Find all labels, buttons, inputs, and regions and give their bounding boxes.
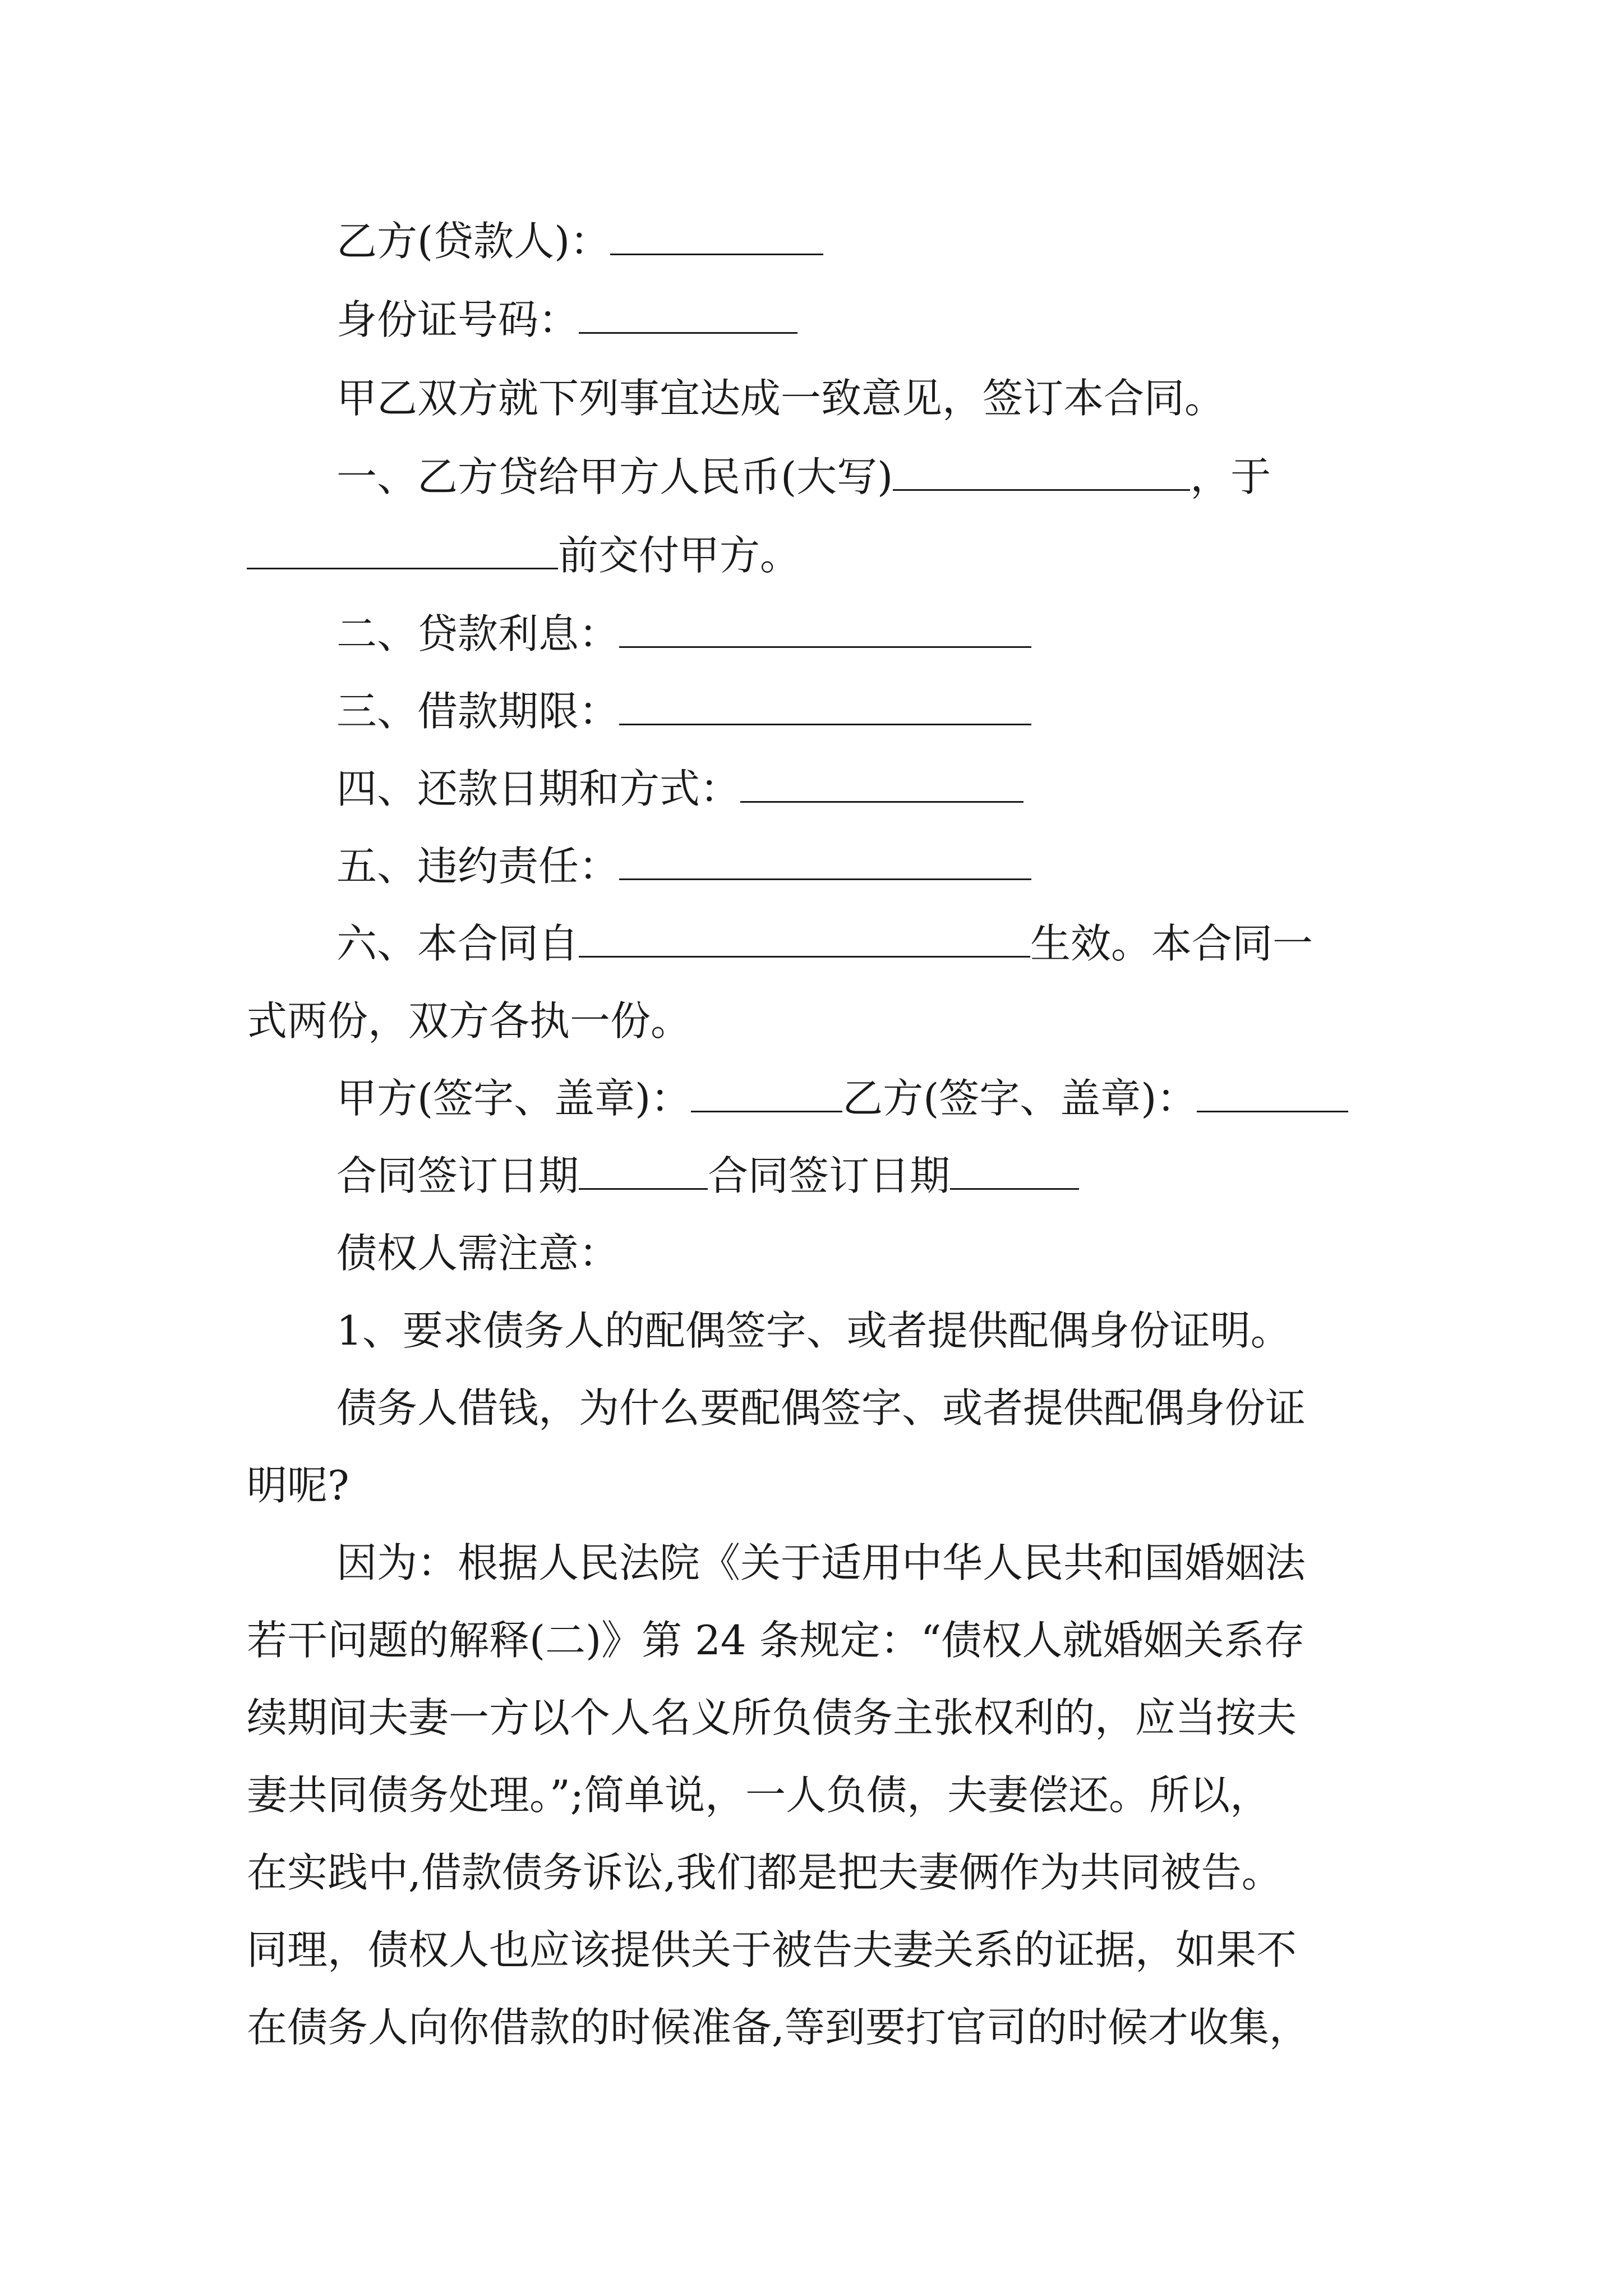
clause-6-text: 六、本合同自 [336, 920, 579, 967]
interest-blank [619, 613, 1031, 648]
clause-1-cont-text: 前交付甲方。 [558, 532, 801, 579]
agreement-intro: 甲乙双方就下列事宜达成一致意见，签订本合同。 [336, 375, 1225, 422]
clause-6-tail: 生效。本合同一 [1030, 920, 1313, 967]
clause-3-line [336, 683, 1031, 739]
paragraph-line: 续期间夫妻一方以个人名义所负债务主张权利的，应当按夫 [247, 1694, 1297, 1741]
paragraph-line: 在实践中,借款债务诉讼,我们都是把夫妻俩作为共同被告。 [247, 1849, 1282, 1896]
lender-label: 乙方(贷款人)： [336, 218, 611, 265]
sign-date-blank-b [950, 1154, 1079, 1190]
signature-line [336, 1070, 1348, 1126]
effective-date-blank [579, 922, 1030, 958]
clause-1-cont [247, 527, 800, 583]
sign-date-line [336, 1148, 1079, 1204]
creditor-notice-heading: 债权人需注意： [336, 1230, 620, 1277]
clause-6-line [336, 915, 1313, 972]
sign-date-blank-a [579, 1154, 708, 1190]
paragraph-line: 在债务人向你借款的时候准备,等到要打官司的时候才收集， [247, 2004, 1310, 2051]
amount-blank [893, 455, 1190, 491]
paragraph-line: 同理，债权人也应该提供关于被告夫妻关系的证据，如果不 [247, 1926, 1297, 1973]
party-a-signature-blank [691, 1077, 842, 1112]
notice-item-1: 1、要求债务人的配偶签字、或者提供配偶身份证明。 [336, 1307, 1291, 1354]
delivery-date-blank [247, 534, 558, 569]
clause-5-label: 五、违约责任： [336, 843, 620, 890]
party-a-signature-label: 甲方(签字、盖章)： [336, 1075, 691, 1122]
paragraph-line: 妻共同债务处理。”;简单说，一人负债，夫妻偿还。所以， [247, 1772, 1271, 1819]
sign-date-label-b: 合同签订日期 [708, 1152, 951, 1199]
clause-3-label: 三、借款期限： [336, 688, 620, 735]
clause-1-line [336, 449, 1271, 505]
paragraph-line: 债务人借钱，为什么要配偶签字、或者提供配偶身份证 [336, 1384, 1306, 1432]
clause-4-line [336, 761, 1023, 817]
paragraph-line: 明呢? [247, 1462, 349, 1509]
lender-blank [610, 220, 823, 255]
paragraph-line: 若干问题的解释(二)》第 24 条规定：“债权人就婚姻关系存 [247, 1617, 1305, 1664]
clause-2-line [336, 606, 1031, 662]
party-b-signature-blank [1197, 1077, 1348, 1112]
paragraph-line: 因为：根据人民法院《关于适用中华人民共和国婚姻法 [336, 1539, 1306, 1586]
sign-date-label-a: 合同签订日期 [336, 1152, 579, 1199]
clause-1-text: 一、乙方贷给甲方人民币(大写) [336, 453, 893, 500]
id-number-line [336, 292, 797, 348]
clause-6-cont: 式两份，双方各执一份。 [247, 997, 691, 1045]
clause-1-tail: ，于 [1190, 453, 1271, 500]
id-number-label: 身份证号码： [336, 296, 579, 343]
liability-blank [619, 845, 1031, 880]
repayment-blank [740, 767, 1023, 803]
id-number-blank [579, 298, 797, 334]
term-blank [619, 690, 1031, 725]
clause-2-label: 二、贷款利息： [336, 610, 620, 657]
party-b-signature-label: 乙方(签字、盖章)： [842, 1075, 1197, 1122]
clause-4-label: 四、还款日期和方式： [336, 765, 741, 812]
clause-5-line [336, 838, 1031, 894]
lender-line [336, 213, 823, 269]
